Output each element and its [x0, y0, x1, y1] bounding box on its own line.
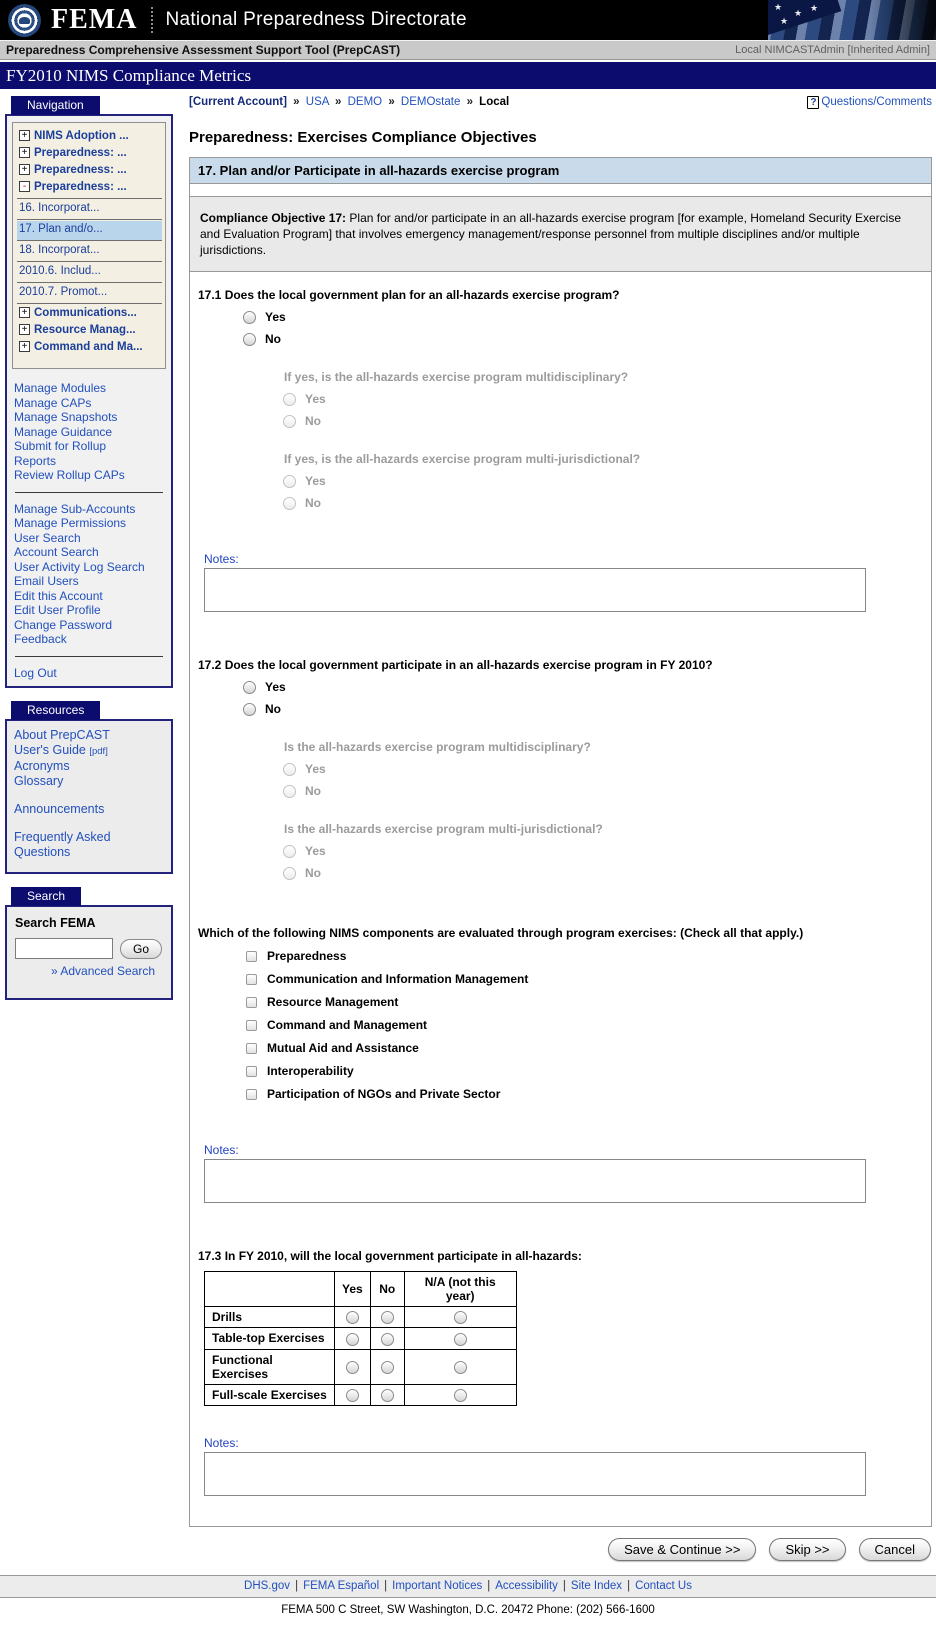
table-row-drills: [205, 1307, 517, 1328]
communication-checkbox[interactable]: [246, 974, 257, 985]
functional-yes-radio[interactable]: [346, 1361, 359, 1374]
table-row-functional: [205, 1349, 517, 1384]
sidebar-item-manage-snapshots[interactable]: Manage Snapshots: [14, 410, 118, 424]
footer-links-bar: [0, 1575, 936, 1598]
no-label: No: [305, 784, 321, 798]
component-interoperability: [246, 1064, 923, 1078]
footer-address: FEMA 500 C Street, SW Washington, D.C. 20472 Phone: (202) 566-1600: [281, 1603, 655, 1616]
q171-sub1-no-radio: [283, 415, 296, 428]
tree-item-label: Resource Manag...: [34, 324, 136, 336]
tree-item-label: Communications...: [34, 307, 137, 319]
checkbox-label: Communication and Information Management: [267, 972, 529, 986]
q171-yes-radio[interactable]: [243, 311, 256, 324]
command-management-checkbox[interactable]: [246, 1020, 257, 1031]
blank-header-cell: [205, 1272, 335, 1307]
fullscale-yes-radio[interactable]: [346, 1389, 359, 1402]
resources-item-acronyms[interactable]: Acronyms: [14, 759, 70, 773]
search-panel: [5, 905, 173, 1000]
breadcrumb-row: [189, 96, 932, 109]
yes-label: Yes: [305, 844, 326, 858]
plus-icon[interactable]: +: [19, 341, 30, 352]
no-label: No: [305, 496, 321, 510]
user-status: Local NIMCASTAdmin [Inherited Admin]: [735, 44, 930, 56]
divider: |: [295, 1579, 299, 1592]
form-body: [190, 272, 931, 1526]
sidebar-item-log-out[interactable]: Log Out: [14, 665, 57, 680]
q171-sub2-no-radio: [283, 497, 296, 510]
footer-link-accessibility[interactable]: Accessibility: [495, 1579, 558, 1592]
sidebar: [5, 96, 173, 1561]
page-title: Preparedness: Exercises Compliance Objectives: [189, 129, 537, 146]
no-column-header: No: [370, 1272, 404, 1307]
q171-no-radio[interactable]: [243, 333, 256, 346]
table-row-fullscale: [205, 1384, 517, 1405]
tree-item-resource-management[interactable]: [17, 322, 162, 339]
q172-sub1-yes-radio: [283, 763, 296, 776]
q171-notes-label: Notes:: [204, 552, 239, 566]
divider: |: [384, 1579, 388, 1592]
yes-label: Yes: [305, 762, 326, 776]
component-communication: [246, 972, 923, 986]
advanced-search-link[interactable]: » Advanced Search: [51, 964, 156, 978]
page-layout: [0, 89, 936, 1561]
search-row: [15, 938, 163, 959]
plus-icon[interactable]: +: [19, 130, 30, 141]
question-17-3: 17.3 In FY 2010, will the local government participate in all-hazards:: [198, 1249, 582, 1263]
drills-no-radio[interactable]: [381, 1311, 394, 1324]
navigation-header: Navigation: [11, 96, 100, 115]
q172-yes-radio[interactable]: [243, 681, 256, 694]
checkbox-label: Participation of NGOs and Private Sector: [267, 1087, 501, 1101]
yes-column-header: Yes: [335, 1272, 371, 1307]
plus-icon[interactable]: +: [19, 164, 30, 175]
sidebar-item-reports[interactable]: Reports: [14, 453, 57, 468]
flag-star-icon: ★: [794, 8, 803, 18]
component-preparedness: [246, 949, 923, 963]
nav-tree: [12, 122, 166, 369]
row-label: Full-scale Exercises: [205, 1384, 335, 1405]
breadcrumb-separator: »: [388, 96, 395, 108]
breadcrumb-separator: »: [293, 96, 300, 108]
q171-sub2-no-option: [283, 496, 923, 510]
directorate-title: National Preparedness Directorate: [165, 9, 467, 30]
no-label: No: [265, 332, 281, 346]
tree-item-label: 2010.6. Includ...: [19, 265, 101, 277]
q172-notes-textarea[interactable]: [204, 1159, 866, 1203]
sidebar-item-edit-user-profile[interactable]: Edit User Profile: [14, 603, 101, 617]
q172-sub1-yes-option: [283, 762, 923, 776]
q171-sub1-yes-radio: [283, 393, 296, 406]
row-label: Drills: [205, 1307, 335, 1328]
divider: |: [562, 1579, 566, 1592]
fema-logo: FEMA: [51, 4, 138, 35]
section-header: 17. Plan and/or Participate in all-hazards exercise program: [190, 158, 931, 184]
q172-sub2-yes-radio: [283, 845, 296, 858]
q172-yes-option: [243, 680, 923, 694]
sidebar-item-account-search[interactable]: Account Search: [14, 545, 99, 559]
tree-item-label: NIMS Adoption ...: [34, 130, 129, 142]
question-17-1: 17.1 Does the local government plan for an all-hazards exercise program?: [198, 288, 620, 302]
objective-label: Compliance Objective 17:: [200, 211, 347, 225]
divider: |: [487, 1579, 491, 1592]
sidebar-item-edit-this-account[interactable]: Edit this Account: [14, 588, 103, 603]
yes-label: Yes: [305, 392, 326, 406]
sidebar-item-feedback[interactable]: Feedback: [14, 632, 67, 646]
no-label: No: [305, 866, 321, 880]
q171-notes-textarea[interactable]: [204, 568, 866, 612]
skip-button[interactable]: Skip >>: [769, 1538, 845, 1561]
tabletop-na-radio[interactable]: [454, 1333, 467, 1346]
eagle-icon: [19, 17, 30, 24]
component-ngo-private-sector: [246, 1087, 923, 1101]
sidebar-item-user-search[interactable]: User Search: [14, 530, 81, 545]
tree-item-label: 17. Plan and/o...: [19, 223, 103, 235]
checkbox-label: Interoperability: [267, 1064, 354, 1078]
action-buttons: [190, 1538, 931, 1561]
sidebar-item-review-rollup-caps[interactable]: Review Rollup CAPs: [14, 468, 125, 482]
question-bubble-icon: ?: [807, 96, 819, 109]
checkbox-label: Resource Management: [267, 995, 399, 1009]
table-header-row: [205, 1272, 517, 1307]
resources-item-about-prepcast[interactable]: About PrepCAST: [14, 728, 110, 742]
questions-comments-link[interactable]: [807, 96, 932, 109]
mutual-aid-checkbox[interactable]: [246, 1043, 257, 1054]
navigation-panel: [5, 114, 173, 688]
yes-label: Yes: [265, 680, 286, 694]
q171-sub1-text: If yes, is the all-hazards exercise program multidisciplinary?: [284, 370, 629, 384]
tree-item-label: Preparedness: ...: [34, 147, 127, 159]
questions-comments-label: Questions/Comments: [821, 96, 932, 108]
tree-item-17-selected[interactable]: [17, 221, 162, 241]
tree-item-preparedness-exercises[interactable]: [17, 179, 162, 199]
na-column-header: N/A (not this year): [404, 1272, 516, 1307]
breadcrumb-demostate[interactable]: DEMOstate: [400, 96, 461, 108]
tree-item-16[interactable]: [17, 200, 162, 220]
plus-icon[interactable]: +: [19, 307, 30, 318]
top-banner: [0, 0, 936, 40]
q172-sub2-text: Is the all-hazards exercise program multi-jurisdictional?: [284, 822, 603, 836]
sidebar-item-manage-guidance[interactable]: Manage Guidance: [14, 424, 113, 439]
breadcrumb-usa[interactable]: USA: [305, 96, 329, 108]
divider: [15, 492, 163, 493]
breadcrumb-separator: »: [466, 96, 473, 108]
divider: [15, 656, 163, 657]
hazards-table: [204, 1271, 517, 1406]
no-label: No: [265, 702, 281, 716]
yes-label: Yes: [265, 310, 286, 324]
tree-item-label: Preparedness: ...: [34, 181, 127, 193]
flag-star-icon: ★: [780, 16, 789, 26]
divider: |: [627, 1579, 631, 1592]
q171-yes-option: [243, 310, 923, 324]
resource-management-checkbox[interactable]: [246, 997, 257, 1008]
resources-section: [5, 701, 173, 874]
component-command-management: [246, 1018, 923, 1032]
tree-item-2010-7[interactable]: [17, 284, 162, 304]
cancel-button[interactable]: Cancel: [859, 1538, 931, 1561]
search-input[interactable]: [15, 938, 113, 959]
flag-star-icon: ★: [774, 2, 783, 12]
tree-item-label: Preparedness: ...: [34, 164, 127, 176]
checkbox-label: Mutual Aid and Assistance: [267, 1041, 419, 1055]
breadcrumb-demo[interactable]: DEMO: [347, 96, 383, 108]
q172-sub1-text: Is the all-hazards exercise program multidisciplinary?: [284, 740, 591, 754]
sidebar-item-submit-for-rollup[interactable]: Submit for Rollup: [14, 439, 107, 453]
q172-sub1-no-option: [283, 784, 923, 798]
fullscale-na-radio[interactable]: [454, 1389, 467, 1402]
search-header: Search: [11, 887, 81, 906]
checkbox-label: Preparedness: [267, 949, 347, 963]
fullscale-no-radio[interactable]: [381, 1389, 394, 1402]
functional-na-radio[interactable]: [454, 1361, 467, 1374]
tree-item-label: Command and Ma...: [34, 341, 143, 353]
banner-divider: [151, 7, 153, 33]
users-guide-label: User's Guide: [14, 743, 86, 757]
tree-item-label: 2010.7. Promot...: [19, 286, 108, 298]
main-content: [189, 96, 932, 1561]
tree-item-preparedness-2[interactable]: [17, 162, 162, 179]
q171-sub1-no-option: [283, 414, 923, 428]
objective-text: Plan for and/or participate in an all-hazards exercise program [for example, Homeland Security Exercise and Evaluation Program] that involves emergency management/response personnel from multiple disciplines and/or multiple jurisdictions.: [200, 211, 901, 257]
q173-notes-label: Notes:: [204, 1435, 239, 1450]
q171-sub1-yes-option: [283, 392, 923, 406]
row-label: Functional Exercises: [205, 1349, 335, 1384]
save-continue-button[interactable]: Save & Continue >>: [608, 1538, 756, 1561]
drills-yes-radio[interactable]: [346, 1311, 359, 1324]
resources-item-faq[interactable]: Frequently Asked Questions: [14, 830, 111, 859]
sidebar-item-change-password[interactable]: Change Password: [14, 617, 113, 632]
sidebar-item-manage-permissions[interactable]: Manage Permissions: [14, 516, 127, 530]
plus-icon[interactable]: +: [19, 324, 30, 335]
flag-star-icon: ★: [810, 3, 819, 13]
breadcrumb-local: Local: [479, 96, 510, 108]
interoperability-checkbox[interactable]: [246, 1066, 257, 1077]
tree-item-communications[interactable]: [17, 305, 162, 322]
no-label: No: [305, 414, 321, 428]
drills-na-radio[interactable]: [454, 1311, 467, 1324]
q172-sub2-yes-option: [283, 844, 923, 858]
q172-no-radio[interactable]: [243, 703, 256, 716]
footer-link-site-index[interactable]: Site Index: [570, 1579, 623, 1592]
q173-notes-textarea[interactable]: [204, 1452, 866, 1496]
tree-item-nims-adoption[interactable]: [17, 128, 162, 145]
plus-icon[interactable]: +: [19, 147, 30, 158]
q172-notes-label: Notes:: [204, 1143, 239, 1157]
footer-link-dhs[interactable]: DHS.gov: [244, 1579, 291, 1592]
sidebar-item-user-activity-log-search[interactable]: User Activity Log Search: [14, 559, 145, 574]
tree-item-label: 18. Incorporat...: [19, 244, 100, 256]
functional-no-radio[interactable]: [381, 1361, 394, 1374]
search-fema-label: Search FEMA: [15, 916, 96, 930]
pdf-tag: [pdf]: [89, 746, 108, 757]
yes-label: Yes: [305, 474, 326, 488]
breadcrumb-current-account[interactable]: [Current Account]: [189, 96, 287, 108]
tree-item-2010-6[interactable]: [17, 263, 162, 283]
q172-sub1-no-radio: [283, 785, 296, 798]
sidebar-item-manage-sub-accounts[interactable]: Manage Sub-Accounts: [14, 501, 136, 516]
go-button[interactable]: Go: [120, 939, 162, 959]
resources-panel: [5, 719, 173, 874]
sidebar-item-manage-modules[interactable]: Manage Modules: [14, 381, 107, 395]
tabletop-no-radio[interactable]: [381, 1333, 394, 1346]
resources-item-users-guide[interactable]: [14, 743, 164, 759]
tree-item-command-management[interactable]: [17, 339, 162, 356]
ngo-private-sector-checkbox[interactable]: [246, 1089, 257, 1100]
minus-icon[interactable]: -: [19, 181, 30, 192]
breadcrumb-separator: »: [335, 96, 342, 108]
tree-item-preparedness-1[interactable]: [17, 145, 162, 162]
tree-item-18[interactable]: [17, 242, 162, 262]
breadcrumb: [189, 96, 509, 108]
row-label: Table-top Exercises: [205, 1328, 335, 1349]
component-mutual-aid: [246, 1041, 923, 1055]
q171-no-option: [243, 332, 923, 346]
search-section: [5, 887, 173, 1000]
dhs-seal-icon: [8, 4, 41, 37]
resources-header: Resources: [11, 701, 100, 720]
footer-link-fema-espanol[interactable]: FEMA Español: [303, 1579, 380, 1592]
nims-components-prompt: Which of the following NIMS components are evaluated through program exercises: (Check all that apply.): [198, 926, 804, 940]
footer-link-contact-us[interactable]: Contact Us: [635, 1579, 692, 1592]
compliance-form: [189, 157, 932, 1527]
component-resource-management: [246, 995, 923, 1009]
footer-link-important-notices[interactable]: Important Notices: [392, 1579, 483, 1592]
sidebar-item-email-users[interactable]: Email Users: [14, 574, 79, 588]
q171-sub2-yes-radio: [283, 475, 296, 488]
sidebar-item-manage-caps[interactable]: Manage CAPs: [14, 395, 92, 410]
page-banner: FY2010 NIMS Compliance Metrics: [0, 62, 936, 89]
question-17-2: 17.2 Does the local government participate in an all-hazards exercise program in FY 2010?: [198, 658, 713, 672]
flag-image: [768, 0, 936, 40]
q172-sub2-no-radio: [283, 867, 296, 880]
app-title: Preparedness Comprehensive Assessment Support Tool (PrepCAST): [6, 43, 401, 57]
tabletop-yes-radio[interactable]: [346, 1333, 359, 1346]
q172-no-option: [243, 702, 923, 716]
q171-sub2-yes-option: [283, 474, 923, 488]
sidebar-links: [7, 379, 171, 680]
objective-box: [190, 196, 931, 272]
checkbox-label: Command and Management: [267, 1018, 428, 1032]
app-title-bar: [0, 40, 936, 60]
resources-item-glossary[interactable]: Glossary: [14, 774, 64, 788]
tree-item-label: 16. Incorporat...: [19, 202, 100, 214]
q172-sub2-no-option: [283, 866, 923, 880]
resources-item-announcements[interactable]: Announcements: [14, 802, 105, 816]
q171-sub2-text: If yes, is the all-hazards exercise program multi-jurisdictional?: [284, 452, 641, 466]
table-row-tabletop: [205, 1328, 517, 1349]
preparedness-checkbox[interactable]: [246, 951, 257, 962]
